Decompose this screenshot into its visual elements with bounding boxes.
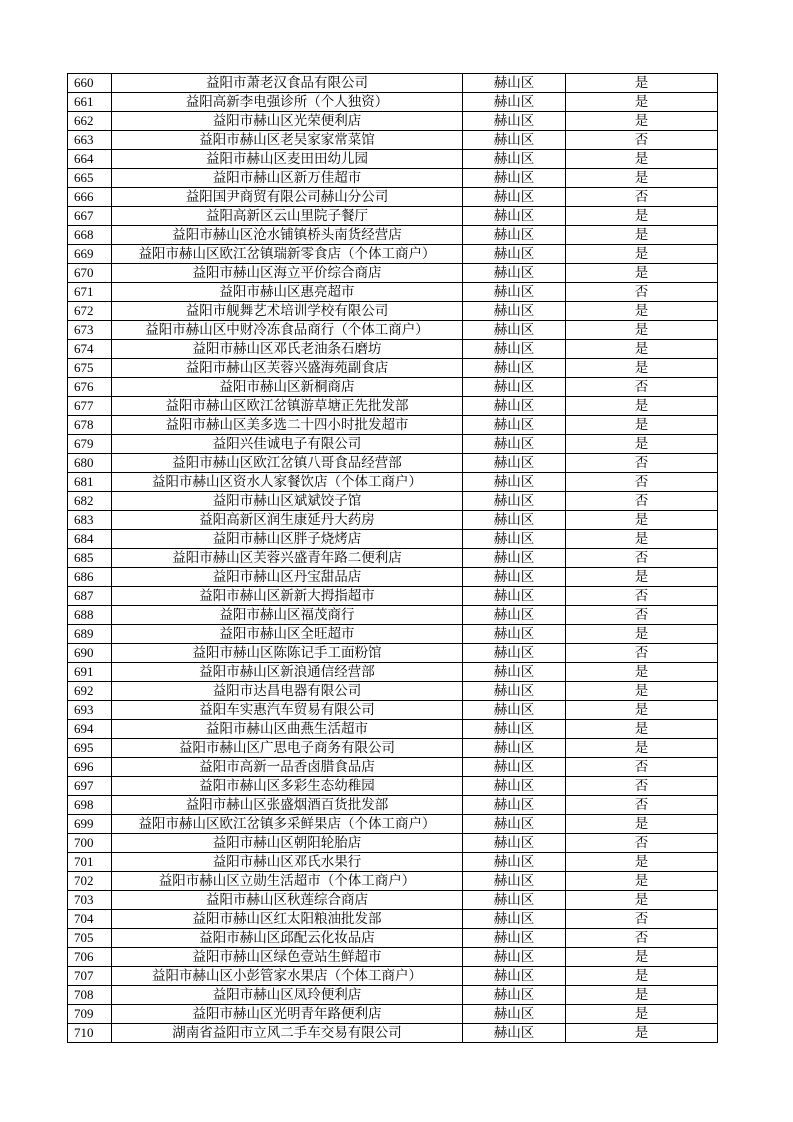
- row-number-cell: 667: [68, 207, 112, 226]
- company-name-cell: 益阳市赫山区中财冷冻食品商行（个体工商户）: [112, 321, 463, 340]
- table-row: [68, 378, 718, 397]
- district-cell: 赫山区: [463, 150, 566, 169]
- district-cell: 赫山区: [463, 796, 566, 815]
- row-number-cell: 697: [68, 777, 112, 796]
- row-number-cell: 706: [68, 948, 112, 967]
- table-row: [68, 663, 718, 682]
- table-row: [68, 207, 718, 226]
- table-row: [68, 359, 718, 378]
- company-name-cell: 益阳市赫山区凤玲便利店: [112, 986, 463, 1005]
- company-name-cell: 益阳市赫山区全旺超市: [112, 625, 463, 644]
- row-number-cell: 669: [68, 245, 112, 264]
- district-cell: 赫山区: [463, 986, 566, 1005]
- row-number-cell: 696: [68, 758, 112, 777]
- district-cell: 赫山区: [463, 891, 566, 910]
- row-number-cell: 710: [68, 1024, 112, 1043]
- status-flag-cell: 是: [566, 815, 718, 834]
- table-row: [68, 701, 718, 720]
- company-name-cell: 湖南省益阳市立风二手车交易有限公司: [112, 1024, 463, 1043]
- status-flag-cell: 是: [566, 872, 718, 891]
- status-flag-cell: 否: [566, 378, 718, 397]
- company-name-cell: 益阳高新李电强诊所（个人独资）: [112, 93, 463, 112]
- row-number-cell: 701: [68, 853, 112, 872]
- status-flag-cell: 是: [566, 1005, 718, 1024]
- company-name-cell: 益阳市赫山区欧江岔镇多采鲜果店（个体工商户）: [112, 815, 463, 834]
- district-cell: 赫山区: [463, 834, 566, 853]
- district-cell: 赫山区: [463, 549, 566, 568]
- company-name-cell: 益阳市赫山区芙蓉兴盛海苑副食店: [112, 359, 463, 378]
- row-number-cell: 692: [68, 682, 112, 701]
- district-cell: 赫山区: [463, 473, 566, 492]
- district-cell: 赫山区: [463, 511, 566, 530]
- district-cell: 赫山区: [463, 340, 566, 359]
- district-cell: 赫山区: [463, 378, 566, 397]
- status-flag-cell: 否: [566, 606, 718, 625]
- table-row: [68, 264, 718, 283]
- status-flag-cell: 是: [566, 112, 718, 131]
- table-row: [68, 815, 718, 834]
- table-row: [68, 188, 718, 207]
- status-flag-cell: 是: [566, 568, 718, 587]
- district-cell: 赫山区: [463, 720, 566, 739]
- table-row: [68, 416, 718, 435]
- company-name-cell: 益阳高新区润生康延丹大药房: [112, 511, 463, 530]
- district-cell: 赫山区: [463, 758, 566, 777]
- company-name-cell: 益阳市赫山区曲燕生活超市: [112, 720, 463, 739]
- company-name-cell: 益阳市赫山区光荣便利店: [112, 112, 463, 131]
- company-name-cell: 益阳市赫山区小彭管家水果店（个体工商户）: [112, 967, 463, 986]
- district-cell: 赫山区: [463, 226, 566, 245]
- row-number-cell: 685: [68, 549, 112, 568]
- table-row: [68, 1005, 718, 1024]
- row-number-cell: 673: [68, 321, 112, 340]
- table-row: [68, 74, 718, 93]
- company-name-cell: 益阳市赫山区丹宝甜品店: [112, 568, 463, 587]
- row-number-cell: 661: [68, 93, 112, 112]
- status-flag-cell: 否: [566, 777, 718, 796]
- company-name-cell: 益阳市赫山区多彩生态幼稚园: [112, 777, 463, 796]
- table-row: [68, 568, 718, 587]
- district-cell: 赫山区: [463, 321, 566, 340]
- status-flag-cell: 是: [566, 435, 718, 454]
- company-name-cell: 益阳市赫山区张盛烟酒百货批发部: [112, 796, 463, 815]
- district-cell: 赫山区: [463, 435, 566, 454]
- row-number-cell: 698: [68, 796, 112, 815]
- status-flag-cell: 是: [566, 986, 718, 1005]
- district-cell: 赫山区: [463, 606, 566, 625]
- district-cell: 赫山区: [463, 245, 566, 264]
- table-row: [68, 796, 718, 815]
- table-row: [68, 473, 718, 492]
- status-flag-cell: 否: [566, 796, 718, 815]
- row-number-cell: 678: [68, 416, 112, 435]
- status-flag-cell: 是: [566, 397, 718, 416]
- row-number-cell: 687: [68, 587, 112, 606]
- district-cell: 赫山区: [463, 777, 566, 796]
- district-cell: 赫山区: [463, 929, 566, 948]
- status-flag-cell: 否: [566, 758, 718, 777]
- status-flag-cell: 是: [566, 207, 718, 226]
- table-row: [68, 169, 718, 188]
- table-row: [68, 967, 718, 986]
- district-cell: 赫山区: [463, 454, 566, 473]
- company-name-cell: 益阳市赫山区胖子烧烤店: [112, 530, 463, 549]
- row-number-cell: 664: [68, 150, 112, 169]
- table-row: [68, 910, 718, 929]
- table-row: [68, 245, 718, 264]
- district-cell: 赫山区: [463, 644, 566, 663]
- district-cell: 赫山区: [463, 910, 566, 929]
- company-name-cell: 益阳市赫山区资水人家餐饮店（个体工商户）: [112, 473, 463, 492]
- row-number-cell: 693: [68, 701, 112, 720]
- status-flag-cell: 是: [566, 720, 718, 739]
- district-cell: 赫山区: [463, 416, 566, 435]
- row-number-cell: 681: [68, 473, 112, 492]
- status-flag-cell: 是: [566, 701, 718, 720]
- row-number-cell: 688: [68, 606, 112, 625]
- status-flag-cell: 否: [566, 492, 718, 511]
- company-name-cell: 益阳市赫山区绿色壹站生鲜超市: [112, 948, 463, 967]
- table-row: [68, 606, 718, 625]
- status-flag-cell: 是: [566, 169, 718, 188]
- table-row: [68, 131, 718, 150]
- row-number-cell: 704: [68, 910, 112, 929]
- row-number-cell: 699: [68, 815, 112, 834]
- status-flag-cell: 是: [566, 321, 718, 340]
- row-number-cell: 676: [68, 378, 112, 397]
- status-flag-cell: 否: [566, 549, 718, 568]
- district-cell: 赫山区: [463, 131, 566, 150]
- status-flag-cell: 是: [566, 359, 718, 378]
- district-cell: 赫山区: [463, 739, 566, 758]
- company-name-cell: 益阳市赫山区斌斌饺子馆: [112, 492, 463, 511]
- status-flag-cell: 是: [566, 416, 718, 435]
- status-flag-cell: 否: [566, 131, 718, 150]
- table-row: [68, 891, 718, 910]
- district-cell: 赫山区: [463, 397, 566, 416]
- status-flag-cell: 是: [566, 663, 718, 682]
- company-name-cell: 益阳市赫山区麦田田幼儿园: [112, 150, 463, 169]
- table-row: [68, 302, 718, 321]
- table-row: [68, 435, 718, 454]
- district-cell: 赫山区: [463, 302, 566, 321]
- company-name-cell: 益阳市赫山区老吴家家常菜馆: [112, 131, 463, 150]
- table-row: [68, 283, 718, 302]
- status-flag-cell: 是: [566, 1024, 718, 1043]
- table-row: [68, 948, 718, 967]
- company-name-cell: 益阳车实惠汽车贸易有限公司: [112, 701, 463, 720]
- status-flag-cell: 否: [566, 473, 718, 492]
- status-flag-cell: 是: [566, 302, 718, 321]
- row-number-cell: 679: [68, 435, 112, 454]
- company-name-cell: 益阳市赫山区福茂商行: [112, 606, 463, 625]
- company-name-cell: 益阳市赫山区新浪通信经营部: [112, 663, 463, 682]
- district-cell: 赫山区: [463, 207, 566, 226]
- district-cell: 赫山区: [463, 682, 566, 701]
- data-table: [67, 73, 718, 1043]
- status-flag-cell: 否: [566, 454, 718, 473]
- row-number-cell: 671: [68, 283, 112, 302]
- district-cell: 赫山区: [463, 872, 566, 891]
- company-name-cell: 益阳市赫山区秋莲综合商店: [112, 891, 463, 910]
- status-flag-cell: 否: [566, 587, 718, 606]
- district-cell: 赫山区: [463, 359, 566, 378]
- status-flag-cell: 否: [566, 929, 718, 948]
- table-row: [68, 739, 718, 758]
- district-cell: 赫山区: [463, 74, 566, 93]
- row-number-cell: 677: [68, 397, 112, 416]
- table-row: [68, 321, 718, 340]
- table-row: [68, 644, 718, 663]
- table-row: [68, 758, 718, 777]
- district-cell: 赫山区: [463, 625, 566, 644]
- company-name-cell: 益阳市赫山区芙蓉兴盛青年路二便利店: [112, 549, 463, 568]
- table-row: [68, 1024, 718, 1043]
- district-cell: 赫山区: [463, 663, 566, 682]
- row-number-cell: 705: [68, 929, 112, 948]
- status-flag-cell: 是: [566, 245, 718, 264]
- row-number-cell: 680: [68, 454, 112, 473]
- row-number-cell: 708: [68, 986, 112, 1005]
- row-number-cell: 674: [68, 340, 112, 359]
- row-number-cell: 694: [68, 720, 112, 739]
- row-number-cell: 703: [68, 891, 112, 910]
- table-row: [68, 872, 718, 891]
- row-number-cell: 695: [68, 739, 112, 758]
- company-name-cell: 益阳市达昌电器有限公司: [112, 682, 463, 701]
- district-cell: 赫山区: [463, 701, 566, 720]
- table-row: [68, 777, 718, 796]
- row-number-cell: 683: [68, 511, 112, 530]
- company-name-cell: 益阳市赫山区美多选二十四小时批发超市: [112, 416, 463, 435]
- company-name-cell: 益阳市赫山区陈陈记手工面粉馆: [112, 644, 463, 663]
- table-row: [68, 454, 718, 473]
- table-row: [68, 340, 718, 359]
- status-flag-cell: 是: [566, 93, 718, 112]
- row-number-cell: 672: [68, 302, 112, 321]
- status-flag-cell: 是: [566, 967, 718, 986]
- district-cell: 赫山区: [463, 264, 566, 283]
- company-name-cell: 益阳市赫山区欧江岔镇八哥食品经营部: [112, 454, 463, 473]
- table-row: [68, 853, 718, 872]
- status-flag-cell: 否: [566, 188, 718, 207]
- table-row: [68, 929, 718, 948]
- table-row: [68, 834, 718, 853]
- table-row: [68, 530, 718, 549]
- district-cell: 赫山区: [463, 492, 566, 511]
- row-number-cell: 666: [68, 188, 112, 207]
- table-row: [68, 625, 718, 644]
- company-name-cell: 益阳市赫山区红太阳粮油批发部: [112, 910, 463, 929]
- company-name-cell: 益阳市赫山区惠亮超市: [112, 283, 463, 302]
- district-cell: 赫山区: [463, 967, 566, 986]
- table-row: [68, 93, 718, 112]
- company-name-cell: 益阳市赫山区邓氏水果行: [112, 853, 463, 872]
- status-flag-cell: 否: [566, 834, 718, 853]
- company-name-cell: 益阳市赫山区广思电子商务有限公司: [112, 739, 463, 758]
- table-row: [68, 720, 718, 739]
- company-name-cell: 益阳市赫山区光明青年路便利店: [112, 1005, 463, 1024]
- row-number-cell: 702: [68, 872, 112, 891]
- row-number-cell: 700: [68, 834, 112, 853]
- company-name-cell: 益阳国尹商贸有限公司赫山分公司: [112, 188, 463, 207]
- table-row: [68, 150, 718, 169]
- status-flag-cell: 是: [566, 739, 718, 758]
- table-row: [68, 397, 718, 416]
- status-flag-cell: 是: [566, 530, 718, 549]
- company-name-cell: 益阳市赫山区新新大拇指超市: [112, 587, 463, 606]
- status-flag-cell: 是: [566, 150, 718, 169]
- status-flag-cell: 否: [566, 283, 718, 302]
- table-row: [68, 682, 718, 701]
- row-number-cell: 690: [68, 644, 112, 663]
- company-name-cell: 益阳市赫山区立勋生活超市（个体工商户）: [112, 872, 463, 891]
- district-cell: 赫山区: [463, 530, 566, 549]
- row-number-cell: 662: [68, 112, 112, 131]
- status-flag-cell: 是: [566, 682, 718, 701]
- table-row: [68, 587, 718, 606]
- status-flag-cell: 否: [566, 644, 718, 663]
- company-name-cell: 益阳兴佳诚电子有限公司: [112, 435, 463, 454]
- status-flag-cell: 是: [566, 226, 718, 245]
- table-row: [68, 226, 718, 245]
- district-cell: 赫山区: [463, 283, 566, 302]
- row-number-cell: 663: [68, 131, 112, 150]
- company-name-cell: 益阳市高新一品香卤腊食品店: [112, 758, 463, 777]
- status-flag-cell: 否: [566, 910, 718, 929]
- table-row: [68, 986, 718, 1005]
- district-cell: 赫山区: [463, 112, 566, 131]
- company-name-cell: 益阳市赫山区新桐商店: [112, 378, 463, 397]
- table-row: [68, 492, 718, 511]
- status-flag-cell: 是: [566, 511, 718, 530]
- row-number-cell: 691: [68, 663, 112, 682]
- row-number-cell: 675: [68, 359, 112, 378]
- company-name-cell: 益阳市赫山区邓氏老油条石磨坊: [112, 340, 463, 359]
- table-row: [68, 112, 718, 131]
- district-cell: 赫山区: [463, 568, 566, 587]
- company-name-cell: 益阳市赫山区欧江岔镇游草塘正先批发部: [112, 397, 463, 416]
- row-number-cell: 668: [68, 226, 112, 245]
- company-name-cell: 益阳市赫山区朝阳轮胎店: [112, 834, 463, 853]
- district-cell: 赫山区: [463, 1024, 566, 1043]
- district-cell: 赫山区: [463, 169, 566, 188]
- company-name-cell: 益阳市赫山区海立平价综合商店: [112, 264, 463, 283]
- district-cell: 赫山区: [463, 1005, 566, 1024]
- status-flag-cell: 是: [566, 264, 718, 283]
- company-name-cell: 益阳市赫山区沧水铺镇桥头南货经营店: [112, 226, 463, 245]
- row-number-cell: 665: [68, 169, 112, 188]
- company-name-cell: 益阳市赫山区新万佳超市: [112, 169, 463, 188]
- row-number-cell: 660: [68, 74, 112, 93]
- company-name-cell: 益阳市萧老汉食品有限公司: [112, 74, 463, 93]
- row-number-cell: 709: [68, 1005, 112, 1024]
- table-body: [68, 74, 718, 1043]
- row-number-cell: 682: [68, 492, 112, 511]
- status-flag-cell: 是: [566, 853, 718, 872]
- status-flag-cell: 是: [566, 340, 718, 359]
- status-flag-cell: 是: [566, 74, 718, 93]
- company-name-cell: 益阳高新区云山里院子餐厅: [112, 207, 463, 226]
- company-name-cell: 益阳市舰舞艺术培训学校有限公司: [112, 302, 463, 321]
- district-cell: 赫山区: [463, 93, 566, 112]
- row-number-cell: 686: [68, 568, 112, 587]
- row-number-cell: 707: [68, 967, 112, 986]
- district-cell: 赫山区: [463, 587, 566, 606]
- row-number-cell: 684: [68, 530, 112, 549]
- row-number-cell: 670: [68, 264, 112, 283]
- status-flag-cell: 是: [566, 625, 718, 644]
- district-cell: 赫山区: [463, 948, 566, 967]
- company-name-cell: 益阳市赫山区邱配云化妆品店: [112, 929, 463, 948]
- table-row: [68, 549, 718, 568]
- company-name-cell: 益阳市赫山区欧江岔镇瑞新零食店（个体工商户）: [112, 245, 463, 264]
- district-cell: 赫山区: [463, 188, 566, 207]
- row-number-cell: 689: [68, 625, 112, 644]
- district-cell: 赫山区: [463, 815, 566, 834]
- status-flag-cell: 是: [566, 948, 718, 967]
- table-row: [68, 511, 718, 530]
- status-flag-cell: 是: [566, 891, 718, 910]
- district-cell: 赫山区: [463, 853, 566, 872]
